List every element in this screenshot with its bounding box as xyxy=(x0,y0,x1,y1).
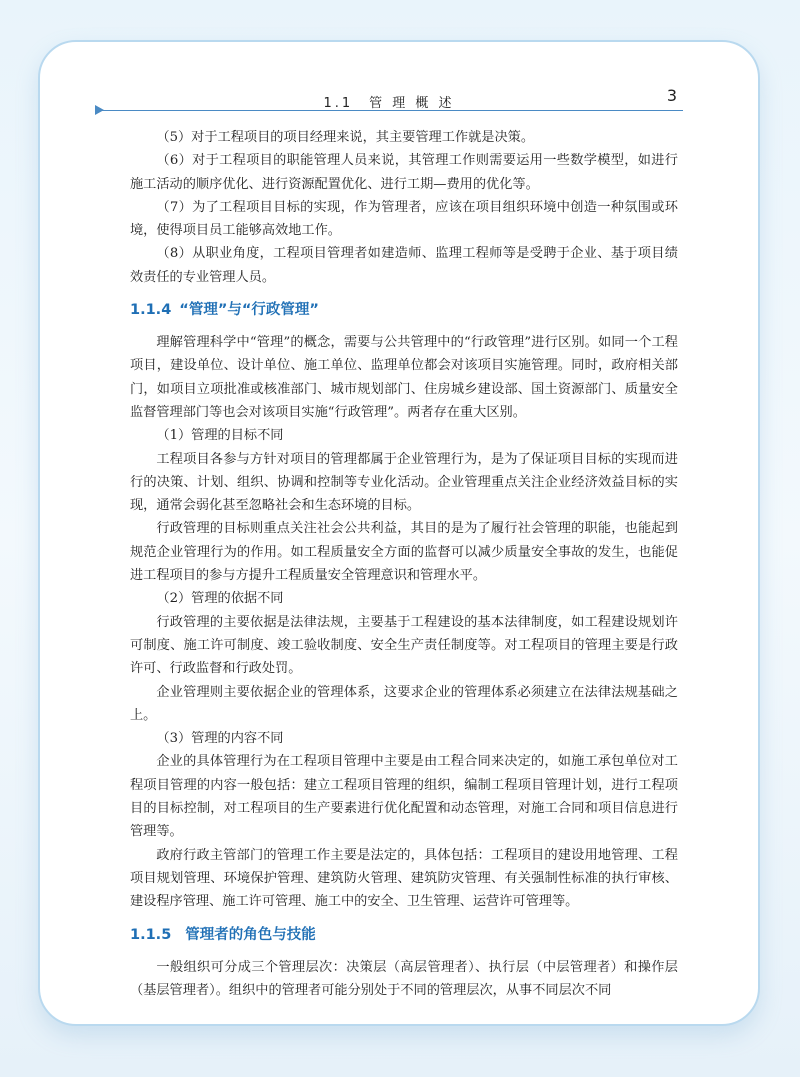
subheading: （3）管理的内容不同 xyxy=(156,731,284,747)
section-heading-1-1-4 xyxy=(130,298,678,322)
subheading: （2）管理的依据不同 xyxy=(156,591,284,607)
paragraph: 企业管理则主要依据企业的管理体系，这要求企业的管理体系必须建立在法律法规基础之上。 xyxy=(130,684,678,723)
paragraph: 政府行政主管部门的管理工作主要是法定的，具体包括：工程项目的建设用地管理、工程项目规划管理、环境保护管理、建筑防火管理、建筑防灾管理、有关强制性标准的执行审核、建设程序管理、施工许可管理、施工中的安全、卫生管理、运营许可管理等。 xyxy=(130,847,678,910)
paragraph: （8）从职业角度，工程项目管理者如建造师、监理工程师等是受聘于企业、基于项目绩效责任的专业管理人员。 xyxy=(130,246,678,285)
paragraph: 行政管理的目标则重点关注社会公共利益，其目的是为了履行社会管理的职能，也能起到规范企业管理行为的作用。如工程质量安全方面的监督可以减少质量安全事故的发生，也能促进工程项目的参与方提升工程质量安全管理意识和管理水平。 xyxy=(130,521,678,584)
header-rule xyxy=(95,110,683,111)
paragraph: 工程项目各参与方针对项目的管理都属于企业管理行为，是为了保证项目目标的实现而进行的决策、计划、组织、协调和控制等专业化活动。企业管理重点关注企业经济效益目标的实现，通常会弱化甚至忽略社会和生态环境的目标。 xyxy=(130,451,678,514)
paragraph: （5）对于工程项目的项目经理来说，其主要管理工作就是决策。 xyxy=(156,130,535,145)
section-title: 管理者的角色与技能 xyxy=(185,926,316,943)
page-number: 3 xyxy=(666,86,677,105)
section-heading-1-1-5 xyxy=(130,923,678,947)
section-number: 1.1.5 xyxy=(130,926,172,943)
paragraph: 企业的具体管理行为在工程项目管理中主要是由工程合同来决定的，如施工承包单位对工程项目管理的内容一般包括：建立工程项目管理的组织，编制工程项目管理计划，进行工程项目的目标控制，对工程项目的生产要素进行优化配置和动态管理，对施工合同和项目信息进行管理等。 xyxy=(130,754,678,840)
paragraph: 理解管理科学中“管理”的概念，需要与公共管理中的“行政管理”进行区别。如同一个工程项目，建设单位、设计单位、施工单位、监理单位都会对该项目实施管理。同时，政府相关部门，如项目立项批准或核准部门、城市规划部门、住房城乡建设部、国土资源部门、质量安全监督管理部门等也会对该项目实施“行政管理”。两者存在重大区别。 xyxy=(130,335,678,420)
paragraph: （6）对于工程项目的职能管理人员来说，其管理工作则需要运用一些数学模型，如进行施工活动的顺序优化、进行资源配置优化、进行工期—费用的优化等。 xyxy=(130,153,678,192)
paragraph: （7）为了工程项目目标的实现，作为管理者，应该在项目组织环境中创造一种氛围或环境，使得项目员工能够高效地工作。 xyxy=(130,199,678,239)
running-header xyxy=(95,88,683,112)
header-title: 1.1 管 理 概 述 xyxy=(323,96,455,111)
section-title: “管理”与“行政管理” xyxy=(179,302,319,319)
page-body xyxy=(130,126,678,1002)
paragraph: 行政管理的主要依据是法律法规，主要基于工程建设的基本法律制度，如工程建设规划许可制度、施工许可制度、竣工验收制度、安全生产责任制度等。对工程项目的管理主要是行政许可、行政监督和行政处罚。 xyxy=(130,614,678,677)
section-number: 1.1.4 xyxy=(130,302,172,319)
paragraph: 一般组织可分成三个管理层次：决策层（高层管理者）、执行层（中层管理者）和操作层（基层管理者）。组织中的管理者可能分别处于不同的管理层次，从事不同层次不同 xyxy=(130,959,678,998)
subheading: （1）管理的目标不同 xyxy=(156,428,284,444)
